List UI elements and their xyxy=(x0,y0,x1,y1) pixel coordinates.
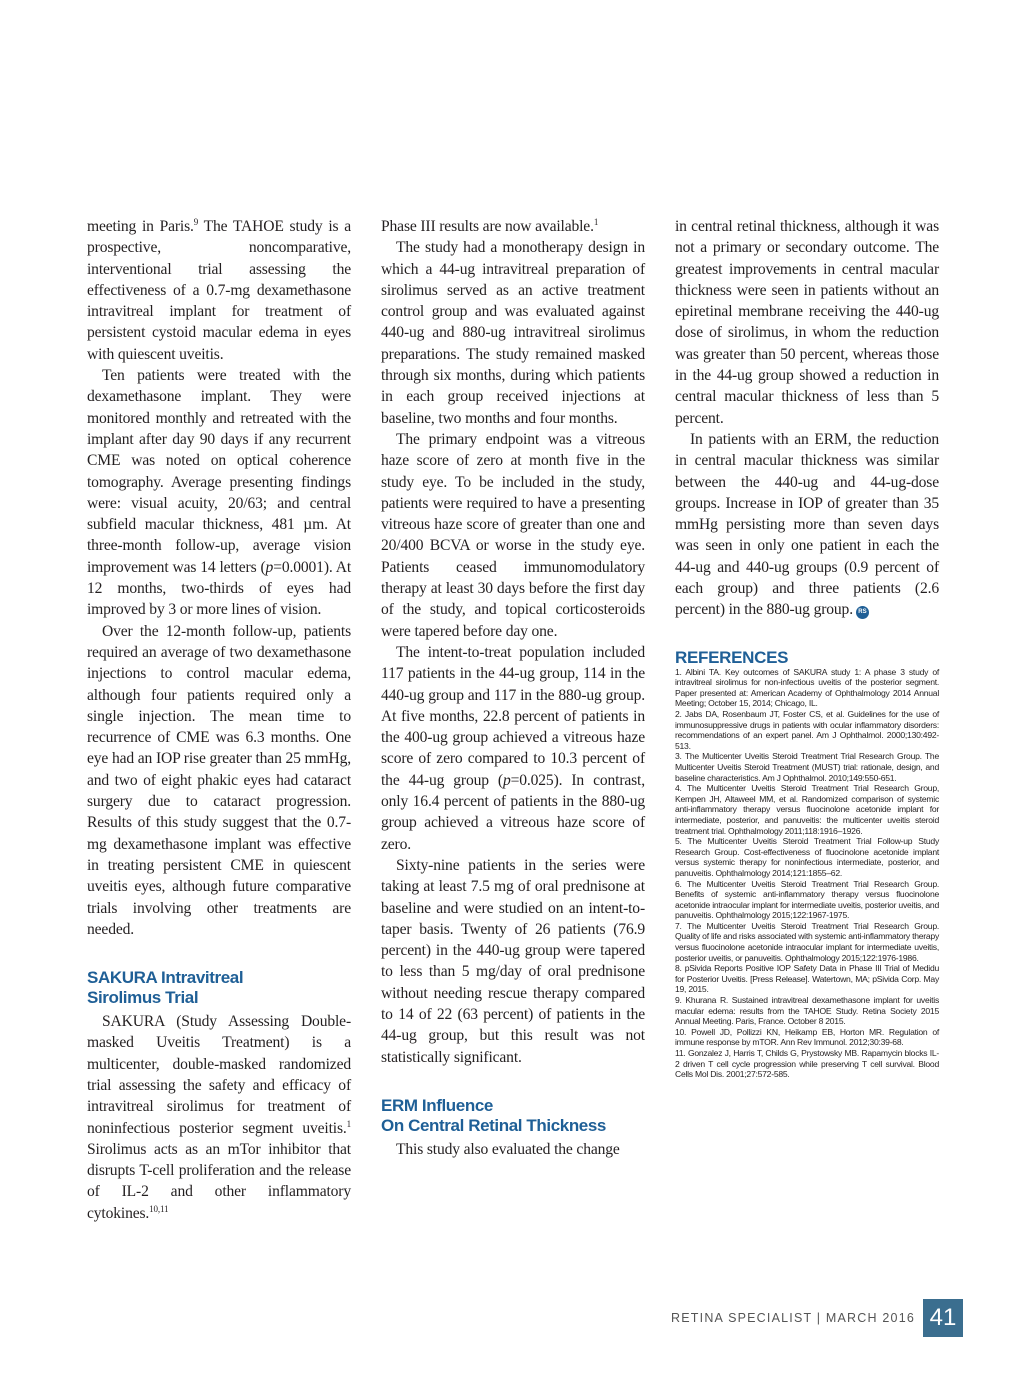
paragraph xyxy=(381,642,645,855)
text: Phase III results are now available. xyxy=(381,218,594,235)
subheading-line: Sirolimus Trial xyxy=(87,988,199,1008)
reference-item: 5. The Multicenter Uveitis Steroid Treatment Trial Follow-up Study Research Group. Cost-effectiveness of fluocinolone acetonide implant versus systemic therapy for noninfectious intermediate, posterior, and panuveitis. Ophthalmology 2014;121:1855–62. xyxy=(675,836,939,878)
column-1 xyxy=(87,216,351,1224)
reference-item: 4. The Multicenter Uveitis Steroid Treatment Trial Research Group, Kempen JH, Altaweel MM, et al. Randomized comparison of systemic anti-inflammatory therapy versus fluocinolone acetonide implant for intermediate, posterior, and panuveitis: the multicenter uveitis steroid treatment trial. Ophthalmology 2011;118:1916–1926. xyxy=(675,783,939,836)
text: In patients with an ERM, the reduction in central macular thickness was similar between the 440-ug and 44-ug-dose groups. Increase in IOP of greater than 35 mmHg persisting more than seven days was seen in only one patient in each the 44-ug and 440-ug groups (0.9 percent of each group) and three patients (2.6 percent) in the 880-ug group. xyxy=(675,430,939,619)
subheading-sakura xyxy=(87,968,351,1008)
subheading-line: On Central Retinal Thickness xyxy=(381,1115,606,1135)
text: =0.025). In contrast, only 16.4 percent of patients in the 880-ug group achieved a vitreous haze score of zero. xyxy=(381,771,645,853)
reference-item: 8. pSivida Reports Positive IOP Safety Data in Phase III Trial of Medidu for Posterior Uveitis. [Press Release]. Watertown, MA; pSivida Corp. May 19, 2015. xyxy=(675,963,939,995)
text: meeting in Paris. xyxy=(87,218,194,235)
text: The TAHOE study is a prospective, noncomparative, interventional trial assessing the effectiveness of a 0.7-mg dexamethasone intravitreal implant for treatment of persistent cystoid macular edema in eyes with quiescent uveitis. xyxy=(87,218,351,363)
paragraph xyxy=(87,1011,351,1224)
citation: 9 xyxy=(193,216,199,227)
references-heading: REFERENCES xyxy=(675,647,789,667)
paragraph: Over the 12-month follow-up, patients required an average of two dexamethasone injections to control macular edema, although four patients required only a single injection. The mean time to recurrence of CME was 6.3 months. One eye had an IOP rise greater than 25 mmHg, and two of eight phakic eyes had cataract surgery due to cataract progression. Results of this study suggest that the 0.7-mg dexamethasone implant was effective in treating persistent CME in quiescent uveitis eyes, although future comparative trials involving other treatments are needed. xyxy=(87,622,351,938)
journal-issue-label: RETINA SPECIALIST | MARCH 2016 xyxy=(671,1311,915,1325)
paragraph xyxy=(675,429,939,621)
reference-item: 11. Gonzalez J, Harris T, Childs G, Prystowsky MB. Rapamycin blocks IL-2 driven T cell cycle progression while preserving T cell survival. Blood Cells Mol Dis. 2001;27:572-585. xyxy=(675,1048,939,1080)
paragraph: The study had a monotherapy design in which a 44-ug intravitreal preparation of sirolimus served as an active treatment control group and was evaluated against 440-ug and 880-ug intravitreal sirolimus preparations. The study remained masked through six months, during which patients in each group received injections at baseline, two months and four months. xyxy=(381,239,645,427)
paragraph xyxy=(87,365,351,621)
subheading-line: ERM Influence xyxy=(381,1095,493,1115)
text: Sirolimus acts as an mTor inhibitor that disrupts T-cell proliferation and the release of IL-2 and other inflammatory cytokines. xyxy=(87,1140,351,1222)
paragraph: The primary endpoint was a vitreous haze score of zero at month five in the study eye. To be included in the study, patients were required to have a presenting vitreous haze score of greater than one and 20/400 BCVA or worse in the study eye. Patients ceased immunomodulatory therapy at least 30 days before the first day of the study, and topical corticosteroids were tapered before day one. xyxy=(381,430,645,640)
p-value-symbol: p xyxy=(265,558,274,576)
paragraph: This study also evaluated the change xyxy=(396,1140,620,1158)
paragraph: in central retinal thickness, although it was not a primary or secondary outcome. The greatest improvements in central macular thickness were seen in patients without an epiretinal membrane receiving the 440-ug dose of sirolimus, in whom the reduction was greater than 50 percent, whereas those in the 44-ug group showed a reduction in central macular thickness of less than 5 percent. xyxy=(675,218,939,427)
column-3 xyxy=(675,216,939,1080)
reference-item: 7. The Multicenter Uveitis Steroid Treatment Trial Research Group. Quality of life and risks associated with systemic anti-inflammatory therapy versus fluocinolone acetonide intraocular implant for intermediate uveitis, posterior uveitis, or panuveitis. Ophthalmology 2015;122:1976-1986. xyxy=(675,920,939,963)
text: SAKURA (Study Assessing Double-masked Uveitis Treatment) is a multicenter, double-masked randomized trial assessing the safety and efficacy of intravitreal sirolimus for treatment of noninfectious posterior segment uveitis. xyxy=(87,1013,351,1137)
paragraph xyxy=(381,216,645,237)
reference-item: 6. The Multicenter Uveitis Steroid Treatment Trial Research Group. Benefits of systemic anti-inflammatory therapy versus fluocinolone acetonide intraocular implant for intermediate uveitis, posterior uveitis, and panuveitis. Ophthalmology 2015;122:1967-1975. xyxy=(675,878,939,921)
paragraph xyxy=(87,216,351,365)
page-number-badge: 41 xyxy=(923,1299,963,1337)
subheading-line: SAKURA Intravitreal xyxy=(87,968,244,988)
paragraph: Sixty-nine patients in the series were taking at least 7.5 mg of oral prednisone at baseline and were studied on an intent-to-taper basis. Twenty of 26 patients (76.9 percent) in the 440-ug group were tapered to less than 5 mg/day of oral prednisone without needing rescue therapy compared to 14 of 22 (63 percent) of patients in the 44-ug group, but this result was not statistically significant. xyxy=(381,856,645,1066)
text: Ten patients were treated with the dexamethasone implant. They were monitored monthly and retreated with the implant after day 90 days if any recurrent CME was noted on optical coherence tomography. Average presenting findings were: visual acuity, 20/63; and central subfield macular thickness, 481 µm. At three-month follow-up, average vision improvement was 14 letters ( xyxy=(87,367,351,576)
citation: 1 xyxy=(346,1118,351,1129)
text: The intent-to-treat population included 117 patients in the 44-ug group, 114 in the 440-ug group and 117 in the 880-ug group. At five months, 22.8 percent of patients in the 400-ug group achieved a vitreous haze score of zero compared to 10.3 percent of the 44-ug group ( xyxy=(381,643,645,789)
reference-item: 2. Jabs DA, Rosenbaum JT, Foster CS, et al. Guidelines for the use of immunosuppressive drugs in patients with ocular inflammatory disorders: recommendations of an expert panel. Am J Ophthalmol. 2000;130:492-513. xyxy=(675,709,939,751)
p-value-symbol: p xyxy=(502,771,511,789)
citation: 10,11 xyxy=(149,1203,169,1214)
reference-item: 10. Powell JD, Pollizzi KN, Heikamp EB, Horton MR. Regulation of immune response by mTOR. Ann Rev Immunol. 2012;30:39-68. xyxy=(675,1026,939,1048)
reference-item: 9. Khurana R. Sustained intravitreal dexamethasone implant for uveitis macular edema: results from the TAHOE Study. Retina Society 2015 Annual Meeting. Paris, France. October 8 2015. xyxy=(675,995,939,1027)
citation: 1 xyxy=(593,216,599,227)
reference-item: 3. The Multicenter Uveitis Steroid Treatment Trial Research Group. The Multicenter Uveitis Steroid Treatment (MUST) trial: rationale, design, and baseline characteristics. Am J Ophthalmol. 2010;149:550-651. xyxy=(675,751,939,783)
rs-end-mark-icon: RS xyxy=(856,606,869,619)
column-2 xyxy=(381,216,645,1160)
reference-item: 1. Albini TA. Key outcomes of SAKURA study 1: A phase 3 study of intravitreal sirolimus for non-infectious uveitis of the posterior segment. Paper presented at: American Academy of Ophthalmology 2014 Annual Meeting; October 15, 2014; Chicago, IL. xyxy=(675,666,939,709)
references-list xyxy=(675,667,939,1080)
subheading-erm xyxy=(381,1096,645,1136)
page-footer xyxy=(671,1299,963,1337)
text: =0.0001). At 12 months, two-thirds of eyes had improved by 3 or more lines of vision. xyxy=(87,558,351,619)
